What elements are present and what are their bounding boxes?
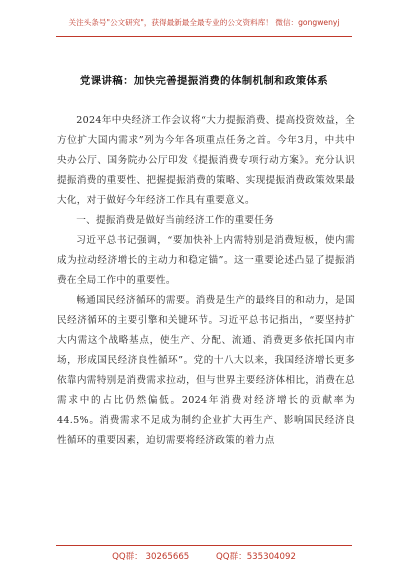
paragraph-quote: 习近平总书记强调，“要加快补上内需特别是消费短板，使内需成为拉动经济增长的主动力和稳定锚”。这一重要论述凸显了提振消费在全局工作中的重要性。: [57, 235, 355, 286]
footer-contact: [0, 550, 408, 562]
paragraph-circulation: 畅通国民经济循环的需要。消费是生产的最终目的和动力，是国民经济循环的主要引擎和关键环节。习近平总书记指出，“要坚持扩大内需这个战略基点，使生产、分配、流通、消费更多依托国内市场，形成国民经济良性循环”。党的十八大以来，我国经济增长更多依靠内需特别是消费需求拉动，但与世界主要经济体相比，消费在总需求中的占比仍然偏低。2024年消费对经济增长的贡献率为44.5%。消费需求不足成为制约企业扩大再生产、影响国民经济良性循环的重要因素，迫切需要将经济政策的着力点: [57, 295, 355, 446]
header-promo-note: 关注头条号"公文研究"，获得最新最全最专业的公文资料库！ 微信：gongwenyj: [68, 18, 340, 27]
footer-qq-group-1: QQ群： 30265665: [112, 552, 190, 562]
header-divider: [56, 36, 352, 37]
document-body: [57, 111, 355, 451]
footer-qq-group-2: QQ群：535304092: [216, 552, 296, 562]
document-title: 党课讲稿：加快完善提振消费的体制机制和政策体系: [79, 75, 329, 87]
paragraph-intro: 2024年中央经济工作会议将“大力提振消费、提高投资效益，全方位扩大国内需求”列为今年各项重点任务之首。今年3月，中共中央办公厅、国务院办公厅印发《提振消费专项行动方案》。充分认识提振消费的重要性、把握提振消费的策略、实现提振消费政策效果最大化，对于做好今年经济工作具有重要意义。: [57, 115, 355, 206]
section-heading-1: 一、提振消费是做好当前经济工作的重要任务: [76, 215, 275, 226]
footer-divider: [56, 545, 352, 546]
